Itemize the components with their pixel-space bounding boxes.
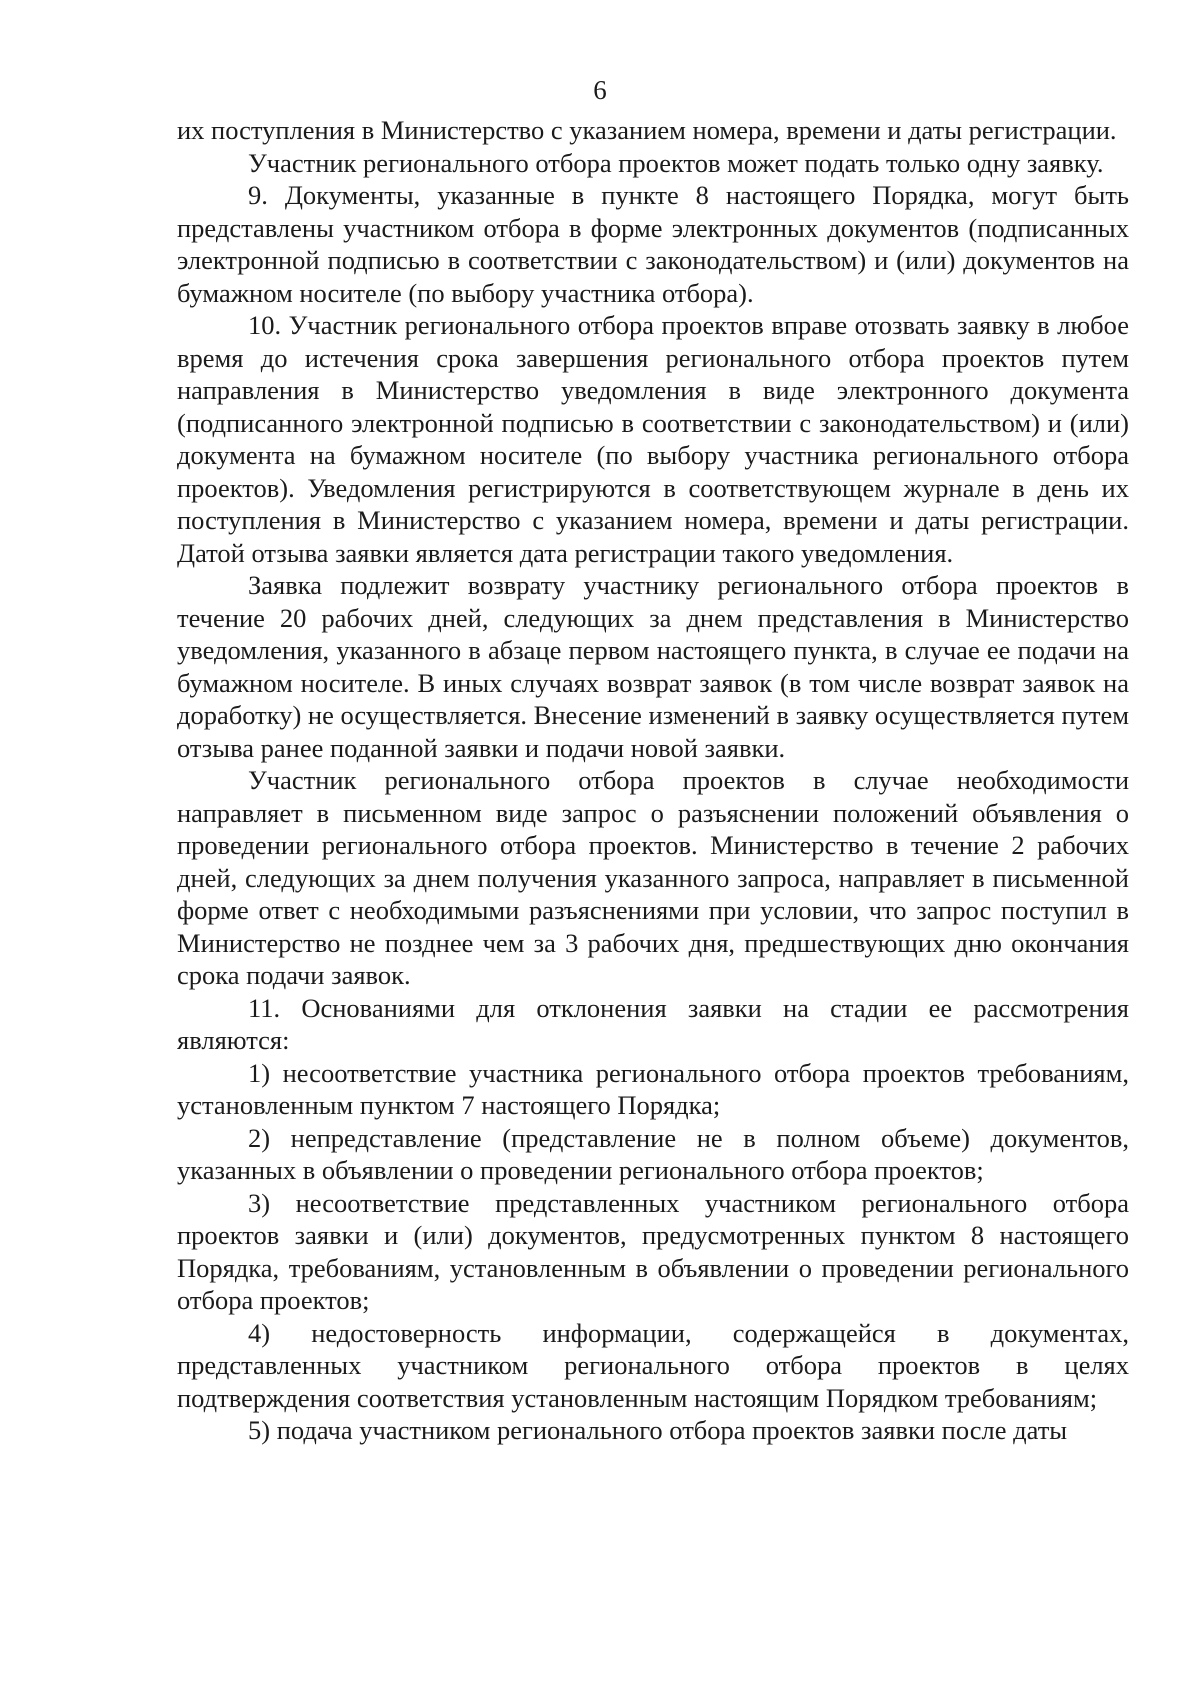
- paragraph-one-application: Участник регионального отбора проектов может подать только одну заявку.: [248, 147, 1104, 178]
- list-item-2: 2) непредставление (представление не в полном объеме) документов, указанных в объявлении о проведении регионального отбора проектов;: [177, 1122, 1129, 1185]
- list-item-3: 3) несоответствие представленных участником регионального отбора проектов заявки и (или) документов, предусмотренных пунктом 8 настоящего Порядка, требованиям, установленным в объявлении о проведении регионального отбора проектов;: [177, 1187, 1129, 1315]
- page-number: 6: [593, 75, 607, 105]
- list-item-4: 4) недостоверность информации, содержащейся в документах, представленных участником регионального отбора проектов в целях подтверждения соответствия установленным настоящим Порядком требованиям;: [177, 1317, 1129, 1413]
- document-body: [177, 114, 1129, 1447]
- paragraph-continuation: их поступления в Министерство с указанием номера, времени и даты регистрации.: [177, 115, 1117, 145]
- list-item-5: 5) подача участником регионального отбора проектов заявки после даты: [248, 1415, 1068, 1445]
- paragraph-application-return: Заявка подлежит возврату участнику регионального отбора проектов в течение 20 рабочих дней, следующих за днем представления в Министерство уведомления, указанного в абзаце первом настоящего пункта, в случае ее подачи на бумажном носителе. В иных случаях возврат заявок (в том числе возврат заявок на доработку) не осуществляется. Внесение изменений в заявку осуществляется путем отзыва ранее поданной заявки и подачи новой заявки.: [177, 570, 1130, 763]
- paragraph-clause-10: 10. Участник регионального отбора проектов вправе отозвать заявку в любое время до истечения срока завершения регионального отбора проектов путем направления в Министерство уведомления в виде электронного документа (подписанного электронной подписью в соответствии с законодательством) и (или) документа на бумажном носителе (по выбору участника регионального отбора проектов). Уведомления регистрируются в соответствующем журнале в день их поступления в Министерство с указанием номера, времени и даты регистрации. Датой отзыва заявки является дата регистрации такого уведомления.: [177, 310, 1129, 568]
- list-item-1: 1) несоответствие участника регионального отбора проектов требованиям, установленным пунктом 7 настоящего Порядка;: [177, 1057, 1129, 1120]
- paragraph-clarification-request: Участник регионального отбора проектов в случае необходимости направляет в письменном виде запрос о разъяснении положений объявления о проведении регионального отбора проектов. Министерство в течение 2 рабочих дней, следующих за днем получения указанного запроса, направляет в письменной форме ответ с необходимыми разъяснениями при условии, что запрос поступил в Министерство не позднее чем за 3 рабочих дня, предшествующих дню окончания срока подачи заявок.: [177, 765, 1129, 990]
- paragraph-clause-11: 11. Основаниями для отклонения заявки на стадии ее рассмотрения являются:: [177, 992, 1129, 1055]
- paragraph-clause-9: 9. Документы, указанные в пункте 8 настоящего Порядка, могут быть представлены участником отбора в форме электронных документов (подписанных электронной подписью в соответствии с законодательством) и (или) документов на бумажном носителе (по выбору участника отбора).: [177, 180, 1129, 308]
